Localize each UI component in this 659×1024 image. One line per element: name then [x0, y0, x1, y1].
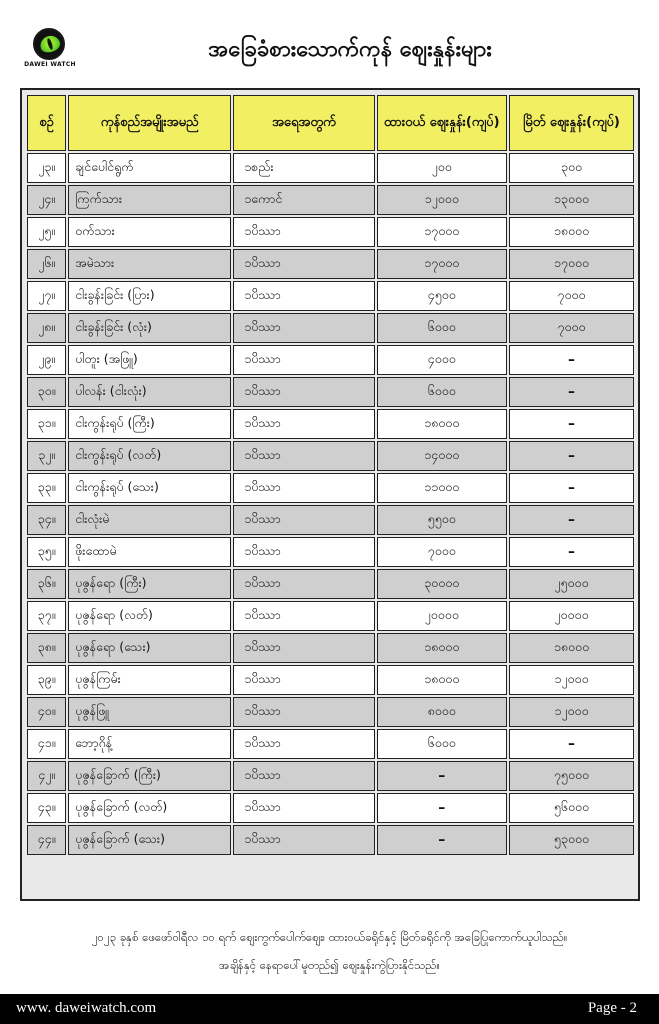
- row-dawei-price: ၁၈၀၀၀: [377, 409, 507, 439]
- table-row: [27, 825, 634, 855]
- header-retail: မြိတ် ဈေးနှုန်း(ကျပ်): [509, 95, 634, 151]
- row-number: ၄၁။: [27, 729, 66, 759]
- row-myeik-price: –: [509, 345, 634, 375]
- row-myeik-price: ၁၃၀၀၀: [509, 185, 634, 215]
- row-dawei-price: ၁၂၀၀၀: [377, 185, 507, 215]
- row-dawei-price: ၄၅၀၀: [377, 281, 507, 311]
- row-dawei-price: ၈၀၀၀: [377, 697, 507, 727]
- row-dawei-price: ၆၀၀၀: [377, 377, 507, 407]
- footer-note-disclaimer: အချိန်နှင့် နေရာပေါ်မူတည်၍ ဈေးနှုန်းကွဲပြားနိုင်သည်။: [219, 958, 440, 972]
- row-dawei-price: ၃၀၀၀၀: [377, 569, 507, 599]
- row-item-name: ပုဇွန်ရော (သေး): [68, 633, 231, 663]
- row-myeik-price: ၂၀၀၀၀: [509, 601, 634, 631]
- table-header-row: [27, 95, 634, 151]
- table-body: [27, 153, 634, 855]
- row-unit: ၁ပိဿာ: [233, 793, 374, 823]
- table-row: [27, 217, 634, 247]
- row-item-name: ငါးကွန်းရုပ် (လတ်): [68, 441, 231, 471]
- table-row: [27, 409, 634, 439]
- header-item: ကုန်စည်အမျိုးအမည်: [68, 95, 231, 151]
- page-header: [0, 0, 659, 82]
- table-row: [27, 249, 634, 279]
- row-number: ၂၈။: [27, 313, 66, 343]
- row-unit: ၁ကောင်: [233, 185, 374, 215]
- row-myeik-price: ၁၈၀၀၀: [509, 633, 634, 663]
- row-myeik-price: –: [509, 505, 634, 535]
- row-dawei-price: ၂၀၀: [377, 153, 507, 183]
- row-myeik-price: –: [509, 377, 634, 407]
- row-unit: ၁ပိဿာ: [233, 601, 374, 631]
- footer-note-date: ၂၀၂၃ ခုနှစ် ဖေဖော်ဝါရီလ ၁၀ ရက် ဈေးကွက်ပေါက်ဈေး၊ ထားဝယ်ခရိုင်နှင့် မြိတ်ခရိုင်ကို အခြေပြုကောက်ယူပါသည်။: [91, 930, 568, 944]
- row-unit: ၁ပိဿာ: [233, 761, 374, 791]
- row-myeik-price: ၃၀၀: [509, 153, 634, 183]
- row-dawei-price: ၄၀၀၀: [377, 345, 507, 375]
- table-row: [27, 377, 634, 407]
- row-item-name: ငါးခွန်းခြင်း (ပြား): [68, 281, 231, 311]
- row-number: ၃၇။: [27, 601, 66, 631]
- row-unit: ၁ပိဿာ: [233, 345, 374, 375]
- row-number: ၃၅။: [27, 537, 66, 567]
- row-item-name: ပုဇွန်ခြောက် (သေး): [68, 825, 231, 855]
- row-unit: ၁ပိဿာ: [233, 505, 374, 535]
- row-myeik-price: ၁၈၀၀၀: [509, 217, 634, 247]
- row-myeik-price: –: [509, 729, 634, 759]
- table-row: [27, 441, 634, 471]
- row-myeik-price: ၁၂၀၀၀: [509, 697, 634, 727]
- dawei-watch-logo: [22, 28, 78, 72]
- table-row: [27, 473, 634, 503]
- row-number: ၃၈။: [27, 633, 66, 663]
- header-wholesale: ထားဝယ် ဈေးနှုန်း(ကျပ်): [377, 95, 507, 151]
- row-unit: ၁ပိဿာ: [233, 441, 374, 471]
- row-item-name: ပုဇွန်ကြမ်း: [68, 665, 231, 695]
- row-dawei-price: –: [377, 793, 507, 823]
- header-num: စဉ်: [27, 95, 66, 151]
- table-row: [27, 793, 634, 823]
- table-row: [27, 505, 634, 535]
- table-row: [27, 281, 634, 311]
- row-dawei-price: ၅၅၀၀: [377, 505, 507, 535]
- row-item-name: ပုဇွန်ရော (လတ်): [68, 601, 231, 631]
- row-myeik-price: ၇၅၀၀၀: [509, 761, 634, 791]
- row-unit: ၁ပိဿာ: [233, 217, 374, 247]
- row-number: ၃၉။: [27, 665, 66, 695]
- row-myeik-price: ၂၅၀၀၀: [509, 569, 634, 599]
- row-myeik-price: ၅၆၀၀၀: [509, 793, 634, 823]
- row-number: ၂၉။: [27, 345, 66, 375]
- row-number: ၂၆။: [27, 249, 66, 279]
- row-unit: ၁ပိဿာ: [233, 569, 374, 599]
- eye-icon: [33, 28, 65, 60]
- row-unit: ၁ပိဿာ: [233, 729, 374, 759]
- row-number: ၂၅။: [27, 217, 66, 247]
- bottom-bar: [0, 994, 659, 1024]
- row-unit: ၁ပိဿာ: [233, 377, 374, 407]
- row-dawei-price: –: [377, 761, 507, 791]
- table-row: [27, 697, 634, 727]
- row-dawei-price: ၆၀၀၀: [377, 729, 507, 759]
- row-number: ၄၀။: [27, 697, 66, 727]
- row-unit: ၁ပိဿာ: [233, 537, 374, 567]
- header-unit: အရေအတွက်: [233, 95, 374, 151]
- table-row: [27, 313, 634, 343]
- row-item-name: ငါးခွန်းခြင်း (လုံး): [68, 313, 231, 343]
- row-dawei-price: ၁၁၀၀၀: [377, 473, 507, 503]
- row-item-name: ငါးကွန်းရုပ် (ကြီး): [68, 409, 231, 439]
- row-dawei-price: ၂၀၀၀၀: [377, 601, 507, 631]
- row-dawei-price: ၁၇၀၀၀: [377, 249, 507, 279]
- row-dawei-price: ၁၈၀၀၀: [377, 633, 507, 663]
- row-dawei-price: ၁၄၀၀၀: [377, 441, 507, 471]
- row-myeik-price: –: [509, 409, 634, 439]
- row-dawei-price: ၁၈၀၀၀: [377, 665, 507, 695]
- row-number: ၂၄။: [27, 185, 66, 215]
- price-table-frame: [20, 88, 640, 901]
- page-title: အခြေခံစားသောက်ကုန် ဈေးနှုန်းများ: [208, 37, 492, 62]
- row-item-name: ပါတူး (အဖြူ): [68, 345, 231, 375]
- table-row: [27, 345, 634, 375]
- row-unit: ၁ပိဿာ: [233, 409, 374, 439]
- row-myeik-price: ၅၃၀၀၀: [509, 825, 634, 855]
- row-unit: ၁ပိဿာ: [233, 825, 374, 855]
- table-row: [27, 537, 634, 567]
- row-item-name: ဖိုးထောမဲ: [68, 537, 231, 567]
- row-number: ၃၆။: [27, 569, 66, 599]
- row-unit: ၁ပိဿာ: [233, 633, 374, 663]
- row-unit: ၁စည်း: [233, 153, 374, 183]
- row-dawei-price: ၆၀၀၀: [377, 313, 507, 343]
- row-myeik-price: –: [509, 537, 634, 567]
- table-row: [27, 569, 634, 599]
- row-item-name: ဘော့ဂိုန့်: [68, 729, 231, 759]
- row-dawei-price: ၁၇၀၀၀: [377, 217, 507, 247]
- row-unit: ၁ပိဿာ: [233, 249, 374, 279]
- row-number: ၃၂။: [27, 441, 66, 471]
- row-number: ၂၃။: [27, 153, 66, 183]
- row-number: ၄၂။: [27, 761, 66, 791]
- row-item-name: ပုဇွန်ခြောက် (ကြီး): [68, 761, 231, 791]
- logo-text: DAWEI WATCH: [24, 61, 76, 68]
- row-unit: ၁ပိဿာ: [233, 697, 374, 727]
- table-row: [27, 761, 634, 791]
- row-dawei-price: –: [377, 825, 507, 855]
- row-item-name: ပုဇွန်ရော (ကြီး): [68, 569, 231, 599]
- row-number: ၃၄။: [27, 505, 66, 535]
- price-table: [25, 93, 636, 857]
- row-number: ၄၄။: [27, 825, 66, 855]
- row-number: ၂၇။: [27, 281, 66, 311]
- row-myeik-price: ၇၀၀၀: [509, 281, 634, 311]
- row-number: ၃၁။: [27, 409, 66, 439]
- row-unit: ၁ပိဿာ: [233, 473, 374, 503]
- row-item-name: ဝက်သား: [68, 217, 231, 247]
- row-number: ၄၃။: [27, 793, 66, 823]
- row-number: ၃၀။: [27, 377, 66, 407]
- row-item-name: ချင်ပေါင်ရွက်: [68, 153, 231, 183]
- table-row: [27, 729, 634, 759]
- row-item-name: ပါလန်း (ငါးလုံး): [68, 377, 231, 407]
- row-item-name: ပုဇွန်ဖြူ: [68, 697, 231, 727]
- table-row: [27, 665, 634, 695]
- row-item-name: ကြက်သား: [68, 185, 231, 215]
- table-row: [27, 185, 634, 215]
- row-dawei-price: ၇၀၀၀: [377, 537, 507, 567]
- website-link[interactable]: www. daweiwatch.com: [16, 1000, 157, 1016]
- row-item-name: ပုဇွန်ခြောက် (လတ်): [68, 793, 231, 823]
- row-myeik-price: ၁၂၀၀၀: [509, 665, 634, 695]
- table-row: [27, 153, 634, 183]
- table-row: [27, 601, 634, 631]
- row-unit: ၁ပိဿာ: [233, 281, 374, 311]
- row-unit: ၁ပိဿာ: [233, 313, 374, 343]
- page-number: Page - 2: [587, 1000, 637, 1016]
- row-myeik-price: –: [509, 441, 634, 471]
- row-myeik-price: ၁၇၀၀၀: [509, 249, 634, 279]
- row-myeik-price: ၇၀၀၀: [509, 313, 634, 343]
- row-item-name: ငါးလုံးမဲ: [68, 505, 231, 535]
- row-item-name: အမဲသား: [68, 249, 231, 279]
- table-row: [27, 633, 634, 663]
- row-item-name: ငါးကွန်းရုပ် (သေး): [68, 473, 231, 503]
- row-myeik-price: –: [509, 473, 634, 503]
- row-unit: ၁ပိဿာ: [233, 665, 374, 695]
- row-number: ၃၃။: [27, 473, 66, 503]
